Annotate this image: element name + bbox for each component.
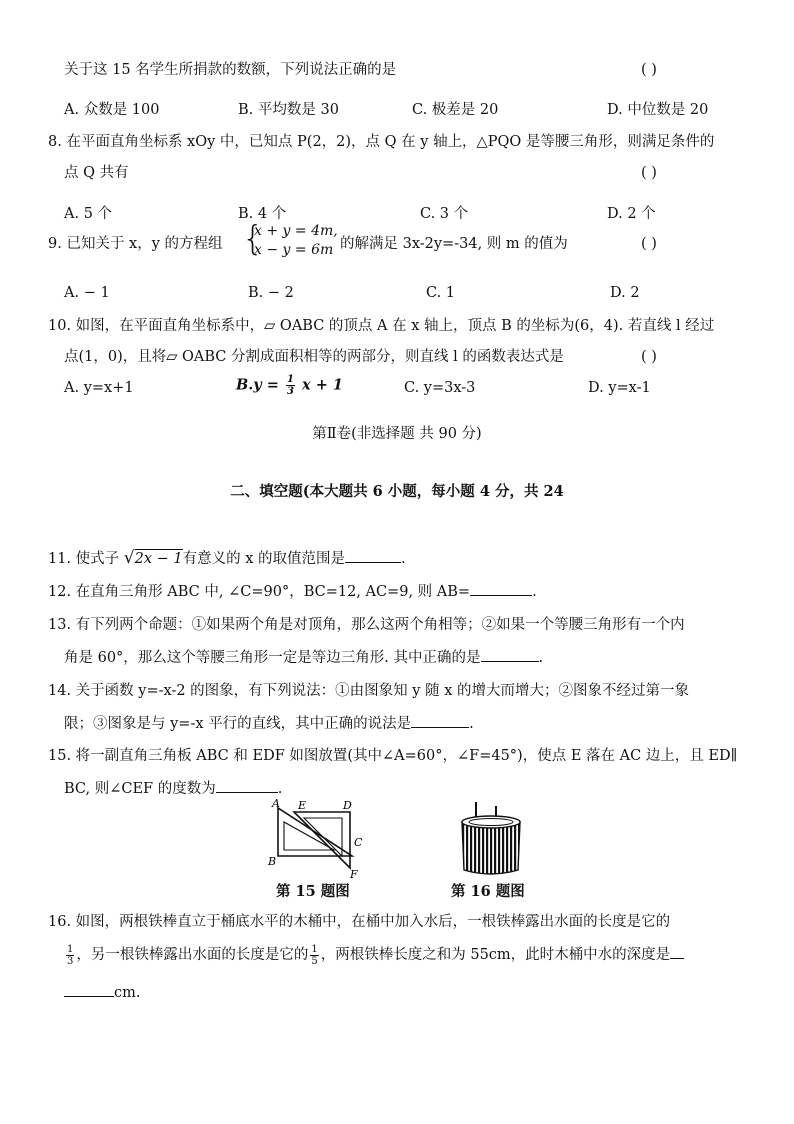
fig15-label-b: B — [268, 855, 277, 868]
q10-option-b-prefix: B.y = — [236, 376, 279, 394]
figure-15-caption: 第 15 题图 — [276, 883, 350, 900]
q7-answer-paren: ( ) — [641, 62, 657, 78]
fig15-label-d: D — [343, 799, 352, 812]
figure-16-bucket — [454, 800, 528, 878]
q16-line2 — [64, 942, 684, 968]
q15-line1: 15. 将一副直角三角板 ABC 和 EDF 如图放置(其中∠A=60°，∠F=45°)，使点 E 落在 AC 边上，且 ED∥ — [48, 748, 738, 764]
q7-option-a: A. 众数是 100 — [64, 102, 160, 118]
q8-option-a: A. 5 个 — [64, 206, 113, 222]
q9-suffix: 的解满足 3x-2y=-34, 则 m 的值为 — [340, 236, 568, 252]
q16-line3 — [64, 982, 140, 1003]
q14-answer-blank[interactable] — [411, 713, 469, 728]
sqrt-symbol: √ — [123, 548, 135, 568]
q9-option-b: B. − 2 — [248, 285, 294, 301]
q16-line1: 16. 如图，两根铁棒直立于桶底水平的木桶中，在桶中加入水后，一根铁棒露出水面的长度是它的 — [48, 914, 671, 930]
q8-option-b: B. 4 个 — [238, 206, 287, 222]
q9-answer-paren: ( ) — [641, 236, 657, 252]
q14-line2-text: 限；③图象是与 y=-x 平行的直线，其中正确的说法是 — [64, 716, 412, 732]
q10-option-b — [236, 374, 343, 397]
q12-end: . — [532, 584, 537, 600]
fig15-label-f: F — [350, 868, 358, 880]
q16-frac2-den: 5 — [311, 955, 318, 967]
section2-title: 二、填空题(本大题共 6 小题，每小题 4 分，共 24 — [230, 483, 564, 500]
q12-line — [48, 581, 537, 602]
q7-option-b: B. 平均数是 30 — [238, 102, 339, 118]
q16-fraction-2 — [310, 944, 318, 967]
q8-line2: 点 Q 共有 — [64, 165, 129, 181]
q15-answer-blank[interactable] — [216, 778, 278, 793]
q11-radicand: 2x − 1 — [134, 551, 183, 567]
q10-option-b-fraction — [286, 374, 295, 397]
q9-option-c: C. 1 — [426, 285, 456, 301]
q10-option-d: D. y=x-1 — [588, 380, 651, 396]
q16-answer-blank[interactable] — [64, 982, 114, 997]
q9-option-a: A. − 1 — [64, 285, 110, 301]
q16-frac2-num: 1 — [311, 943, 318, 955]
q11-prefix: 11. 使式子 — [48, 551, 124, 567]
q8-option-c: C. 3 个 — [420, 206, 469, 222]
q10-option-c: C. y=3x-3 — [404, 380, 476, 396]
q8-option-d: D. 2 个 — [607, 206, 656, 222]
part2-title: 第Ⅱ卷(非选择题 共 90 分) — [312, 426, 482, 442]
fig15-label-a: A — [272, 798, 280, 810]
q8-line1: 8. 在平面直角坐标系 xOy 中，已知点 P(2，2)，点 Q 在 y 轴上，△PQO 是等腰三角形，则满足条件的 — [48, 134, 715, 150]
q7-option-d: D. 中位数是 20 — [607, 102, 709, 118]
q12-answer-blank[interactable] — [470, 581, 532, 596]
q10-option-a: A. y=x+1 — [64, 380, 134, 396]
q14-line1: 14. 关于函数 y=-x-2 的图象，有下列说法：①由图象知 y 随 x 的增大而增大；②图象不经过第一象 — [48, 683, 689, 699]
q9-equation-2: x − y = 6m — [254, 242, 334, 258]
q10-answer-paren: ( ) — [641, 349, 657, 365]
q10-option-b-frac-den: 3 — [287, 386, 294, 397]
q13-answer-blank[interactable] — [481, 647, 539, 662]
q11-end: . — [401, 551, 406, 567]
q15-line2-text: BC, 则∠CEF 的度数为 — [64, 781, 216, 797]
q13-line2 — [64, 647, 543, 668]
q16-fraction-1 — [66, 944, 74, 967]
q10-line2: 点(1，0)，且将▱ OABC 分割成面积相等的两部分，则直线 l 的函数表达式是 — [64, 349, 564, 365]
fig15-label-c: C — [354, 836, 363, 849]
q11-answer-blank[interactable] — [345, 548, 401, 563]
q13-line1: 13. 有下列两个命题：①如果两个角是对顶角，那么这两个角相等；②如果一个等腰三角形有一个内 — [48, 617, 685, 633]
q15-end: . — [277, 781, 283, 797]
q7-option-c: C. 极差是 20 — [412, 102, 499, 118]
figure-15-triangles — [262, 798, 372, 880]
q16-frac1-den: 3 — [67, 955, 74, 967]
q7-stem: 关于这 15 名学生所捐款的数额，下列说法正确的是 — [64, 62, 397, 78]
q10-option-b-suffix: x + 1 — [302, 376, 344, 394]
q16-rest: ，两根铁棒长度之和为 55cm，此时木桶中水的深度是 — [320, 947, 671, 963]
q11-line — [48, 548, 406, 569]
q13-end: . — [538, 650, 544, 666]
q8-answer-paren: ( ) — [641, 165, 657, 181]
system-brace: { — [242, 219, 264, 259]
q16-answer-blank-start[interactable] — [670, 944, 684, 959]
q10-line1: 10. 如图，在平面直角坐标系中，▱ OABC 的顶点 A 在 x 轴上，顶点 B 的坐标为(6，4). 若直线 l 经过 — [48, 318, 715, 334]
q14-end: . — [469, 716, 474, 732]
q14-line2 — [64, 713, 474, 734]
fig15-label-e: E — [298, 799, 307, 812]
q9-equation-1: x + y = 4m, — [254, 223, 338, 239]
q10-option-b-frac-num: 1 — [287, 374, 294, 385]
q15-line2 — [64, 778, 282, 799]
figure-16-caption: 第 16 题图 — [451, 883, 525, 900]
q16-unit: cm. — [114, 985, 141, 1001]
q16-mid: ，另一根铁棒露出水面的长度是它的 — [76, 947, 309, 963]
q16-frac1-num: 1 — [67, 943, 74, 955]
q13-line2-text: 角是 60°，那么这个等腰三角形一定是等边三角形. 其中正确的是 — [64, 650, 481, 666]
q11-suffix: 有意义的 x 的取值范围是 — [182, 551, 346, 567]
q9-option-d: D. 2 — [610, 285, 640, 301]
q12-text: 12. 在直角三角形 ABC 中, ∠C=90°，BC=12, AC=9, 则 AB= — [48, 584, 471, 600]
q9-prefix: 9. 已知关于 x，y 的方程组 — [48, 236, 223, 252]
